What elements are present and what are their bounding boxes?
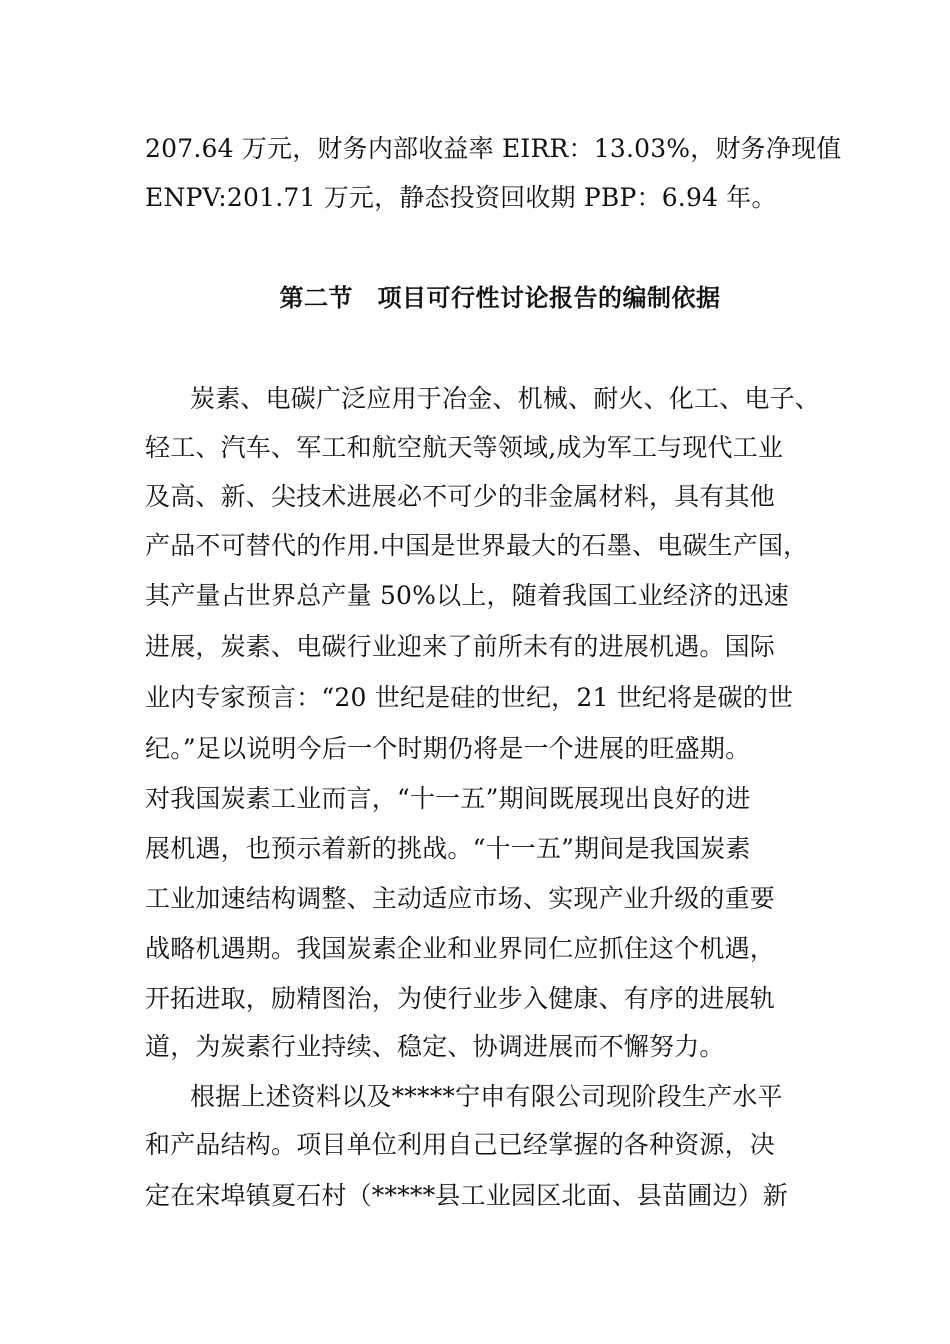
paragraph1-line-13: 开拓进取，励精图治，为使行业步入健康、有序的进展轨 (145, 984, 776, 1013)
paragraph1-line-10: 展机遇，也预示着新的挑战。“十一五”期间是我国炭素 (145, 834, 751, 863)
paragraph1-line-1: 炭素、电碳广泛应用于冶金、机械、耐火、化工、电子、 (190, 384, 821, 413)
intro-line-1: 207.64 万元，财务内部收益率 EIRR：13.03%，财务净现值 (145, 134, 842, 163)
paragraph1-line-2: 轻工、汽车、军工和航空航天等领域,成为军工与现代工业 (145, 433, 784, 462)
paragraph1-line-5: 其产量占世界总产量 50%以上，随着我国工业经济的迅速 (145, 581, 789, 610)
paragraph1-line-4: 产品不可替代的作用.中国是世界最大的石墨、电碳生产国， (145, 531, 809, 560)
paragraph1-line-8: 纪。”足以说明今后一个时期仍将是一个进展的旺盛期。 (145, 734, 751, 763)
paragraph1-line-7: 业内专家预言：“20 世纪是硅的世纪，21 世纪将是碳的世 (145, 683, 794, 712)
paragraph1-line-6: 进展，炭素、电碳行业迎来了前所未有的进展机遇。国际 (145, 632, 776, 661)
paragraph1-line-14: 道，为炭素行业持续、稳定、协调进展而不懈努力。 (145, 1032, 725, 1061)
paragraph2-line-2: 和产品结构。项目单位利用自己已经掌握的各种资源，决 (145, 1130, 776, 1159)
paragraph1-line-11: 工业加速结构调整、主动适应市场、实现产业升级的重要 (145, 884, 776, 913)
paragraph1-line-9: 对我国炭素工业而言，“十一五”期间既展现出良好的进 (145, 784, 751, 813)
paragraph1-line-12: 战略机遇期。我国炭素企业和业界同仁应抓住这个机遇， (145, 934, 776, 963)
paragraph2-line-1: 根据上述资料以及*****宁申有限公司现阶段生产水平 (190, 1082, 783, 1111)
paragraph2-line-3: 定在宋埠镇夏石村（*****县工业园区北面、县苗圃边）新 (145, 1181, 789, 1210)
paragraph1-line-3: 及高、新、尖技术进展必不可少的非金属材料，具有其他 (145, 482, 776, 511)
intro-line-2: ENPV:201.71 万元，静态投资回收期 PBP：6.94 年。 (145, 183, 777, 212)
section-heading: 第二节 项目可行性讨论报告的编制依据 (279, 284, 721, 312)
